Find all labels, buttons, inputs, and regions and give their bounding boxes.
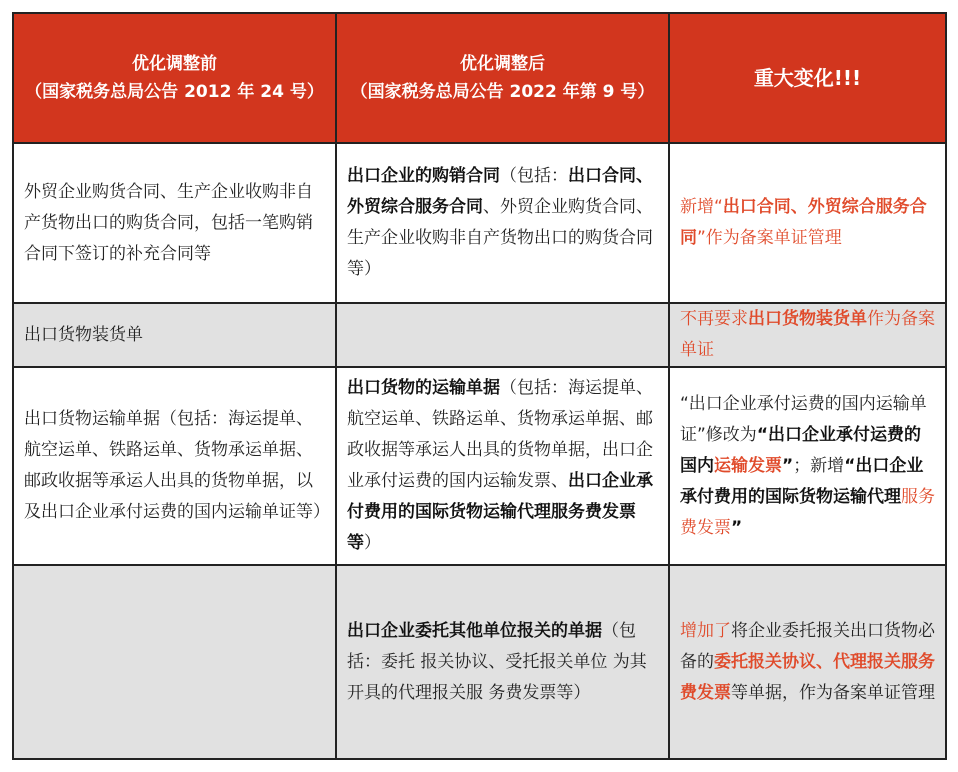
text-segment: 将企业委托报关出口货物必备的 [680,620,935,672]
cell-change-text [670,616,945,709]
text-segment: 出口货物的运输单据 [347,378,500,398]
cell-before [13,303,336,367]
cell-change [669,303,946,367]
table-row [13,565,946,759]
text-segment: 出口货物装货单 [748,309,867,329]
text-segment: 出口企业委托其他单位报关的单据 [347,620,602,641]
text-segment: 、外贸企业购货合同、生产企业收购非自产货物出口的购货合同等） [347,197,653,279]
cell-before-text: 出口货物装货单 [24,324,143,345]
cell-change-text [670,304,945,366]
text-segment: 作为备案单证 [680,309,935,360]
comparison-table-wrapper [12,12,945,760]
text-segment: ；新增 [793,455,845,476]
cell-after [336,303,669,367]
text-segment: 增加了 [680,620,731,641]
text-segment: ” [731,517,743,538]
text-segment: 等单据，作为备案单证管理 [731,682,935,703]
text-segment: ” [782,455,794,476]
cell-before-text: 出口货物运输单据（包括：海运提单、航空运单、铁路运单、货物承运单据、邮政收据等承运人出具的货物单据，以及出口企业承付运费的国内运输单证等） [24,409,330,522]
header-changes-title: 重大变化!!! [753,66,862,90]
cell-after [336,367,669,565]
header-after [336,13,669,143]
cell-change-text [670,389,945,544]
header-before-subtitle: （国家税务总局公告 2012 年 24 号） [25,82,324,102]
header-row [13,13,946,143]
cell-change [669,565,946,759]
table-row [13,303,946,367]
text-segment: （包括：海运提单、航空运单、铁路运单、货物承运单据、邮政收据等承运人出具的货物单据，出口企业承付运费的国内运输发票、 [347,378,653,491]
text-segment: 委托报关协议、代理报关服务费发票 [680,651,935,703]
text-segment: “出口企业承付运费的国内 [680,424,921,476]
text-segment: 新增“ [680,197,723,217]
comparison-table [12,12,947,760]
cell-before [13,143,336,303]
cell-after-text [337,373,668,559]
cell-before-text: 外贸企业购货合同、生产企业收购非自产货物出口的购货合同，包括一笔购销合同下签订的补充合同等 [24,181,313,264]
text-segment: 运输发票 [714,455,782,476]
table-row [13,367,946,565]
header-before [13,13,336,143]
text-segment: 不再要求 [680,309,748,329]
header-before-title: 优化调整前 [132,54,217,74]
text-segment: ） [364,533,381,553]
header-after-title: 优化调整后 [460,54,545,74]
cell-before [13,565,336,759]
text-segment: 出口企业的购销合同 [347,166,500,186]
cell-change [669,367,946,565]
text-segment: ”作为备案单证管理 [697,228,842,248]
text-segment: 出口企业承付费用的国际货物运输代理服务费发票等 [347,471,653,553]
text-segment: 出口合同、外贸综合服务合同 [680,197,927,248]
text-segment: “出口企业承付费用的国际货物运输代理 [680,455,924,507]
text-segment: （包括：委托 报关协议、受托报关单位 为其开具的代理报关服 务费发票等） [347,620,647,703]
text-segment: （包括： [500,166,568,186]
cell-change-text [670,192,945,254]
cell-after [336,143,669,303]
cell-after-text [337,161,668,285]
table-row [13,143,946,303]
text-segment: 出口合同、外贸综合服务合同 [347,166,653,217]
header-after-subtitle: （国家税务总局公告 2022 年第 9 号） [350,82,655,102]
header-changes [669,13,946,143]
text-segment: “出口企业承付运费的国内运输单证”修改为 [680,393,927,445]
cell-change [669,143,946,303]
cell-after-text [337,616,668,709]
text-segment: 服务费发票 [680,486,935,538]
cell-after [336,565,669,759]
cell-before [13,367,336,565]
